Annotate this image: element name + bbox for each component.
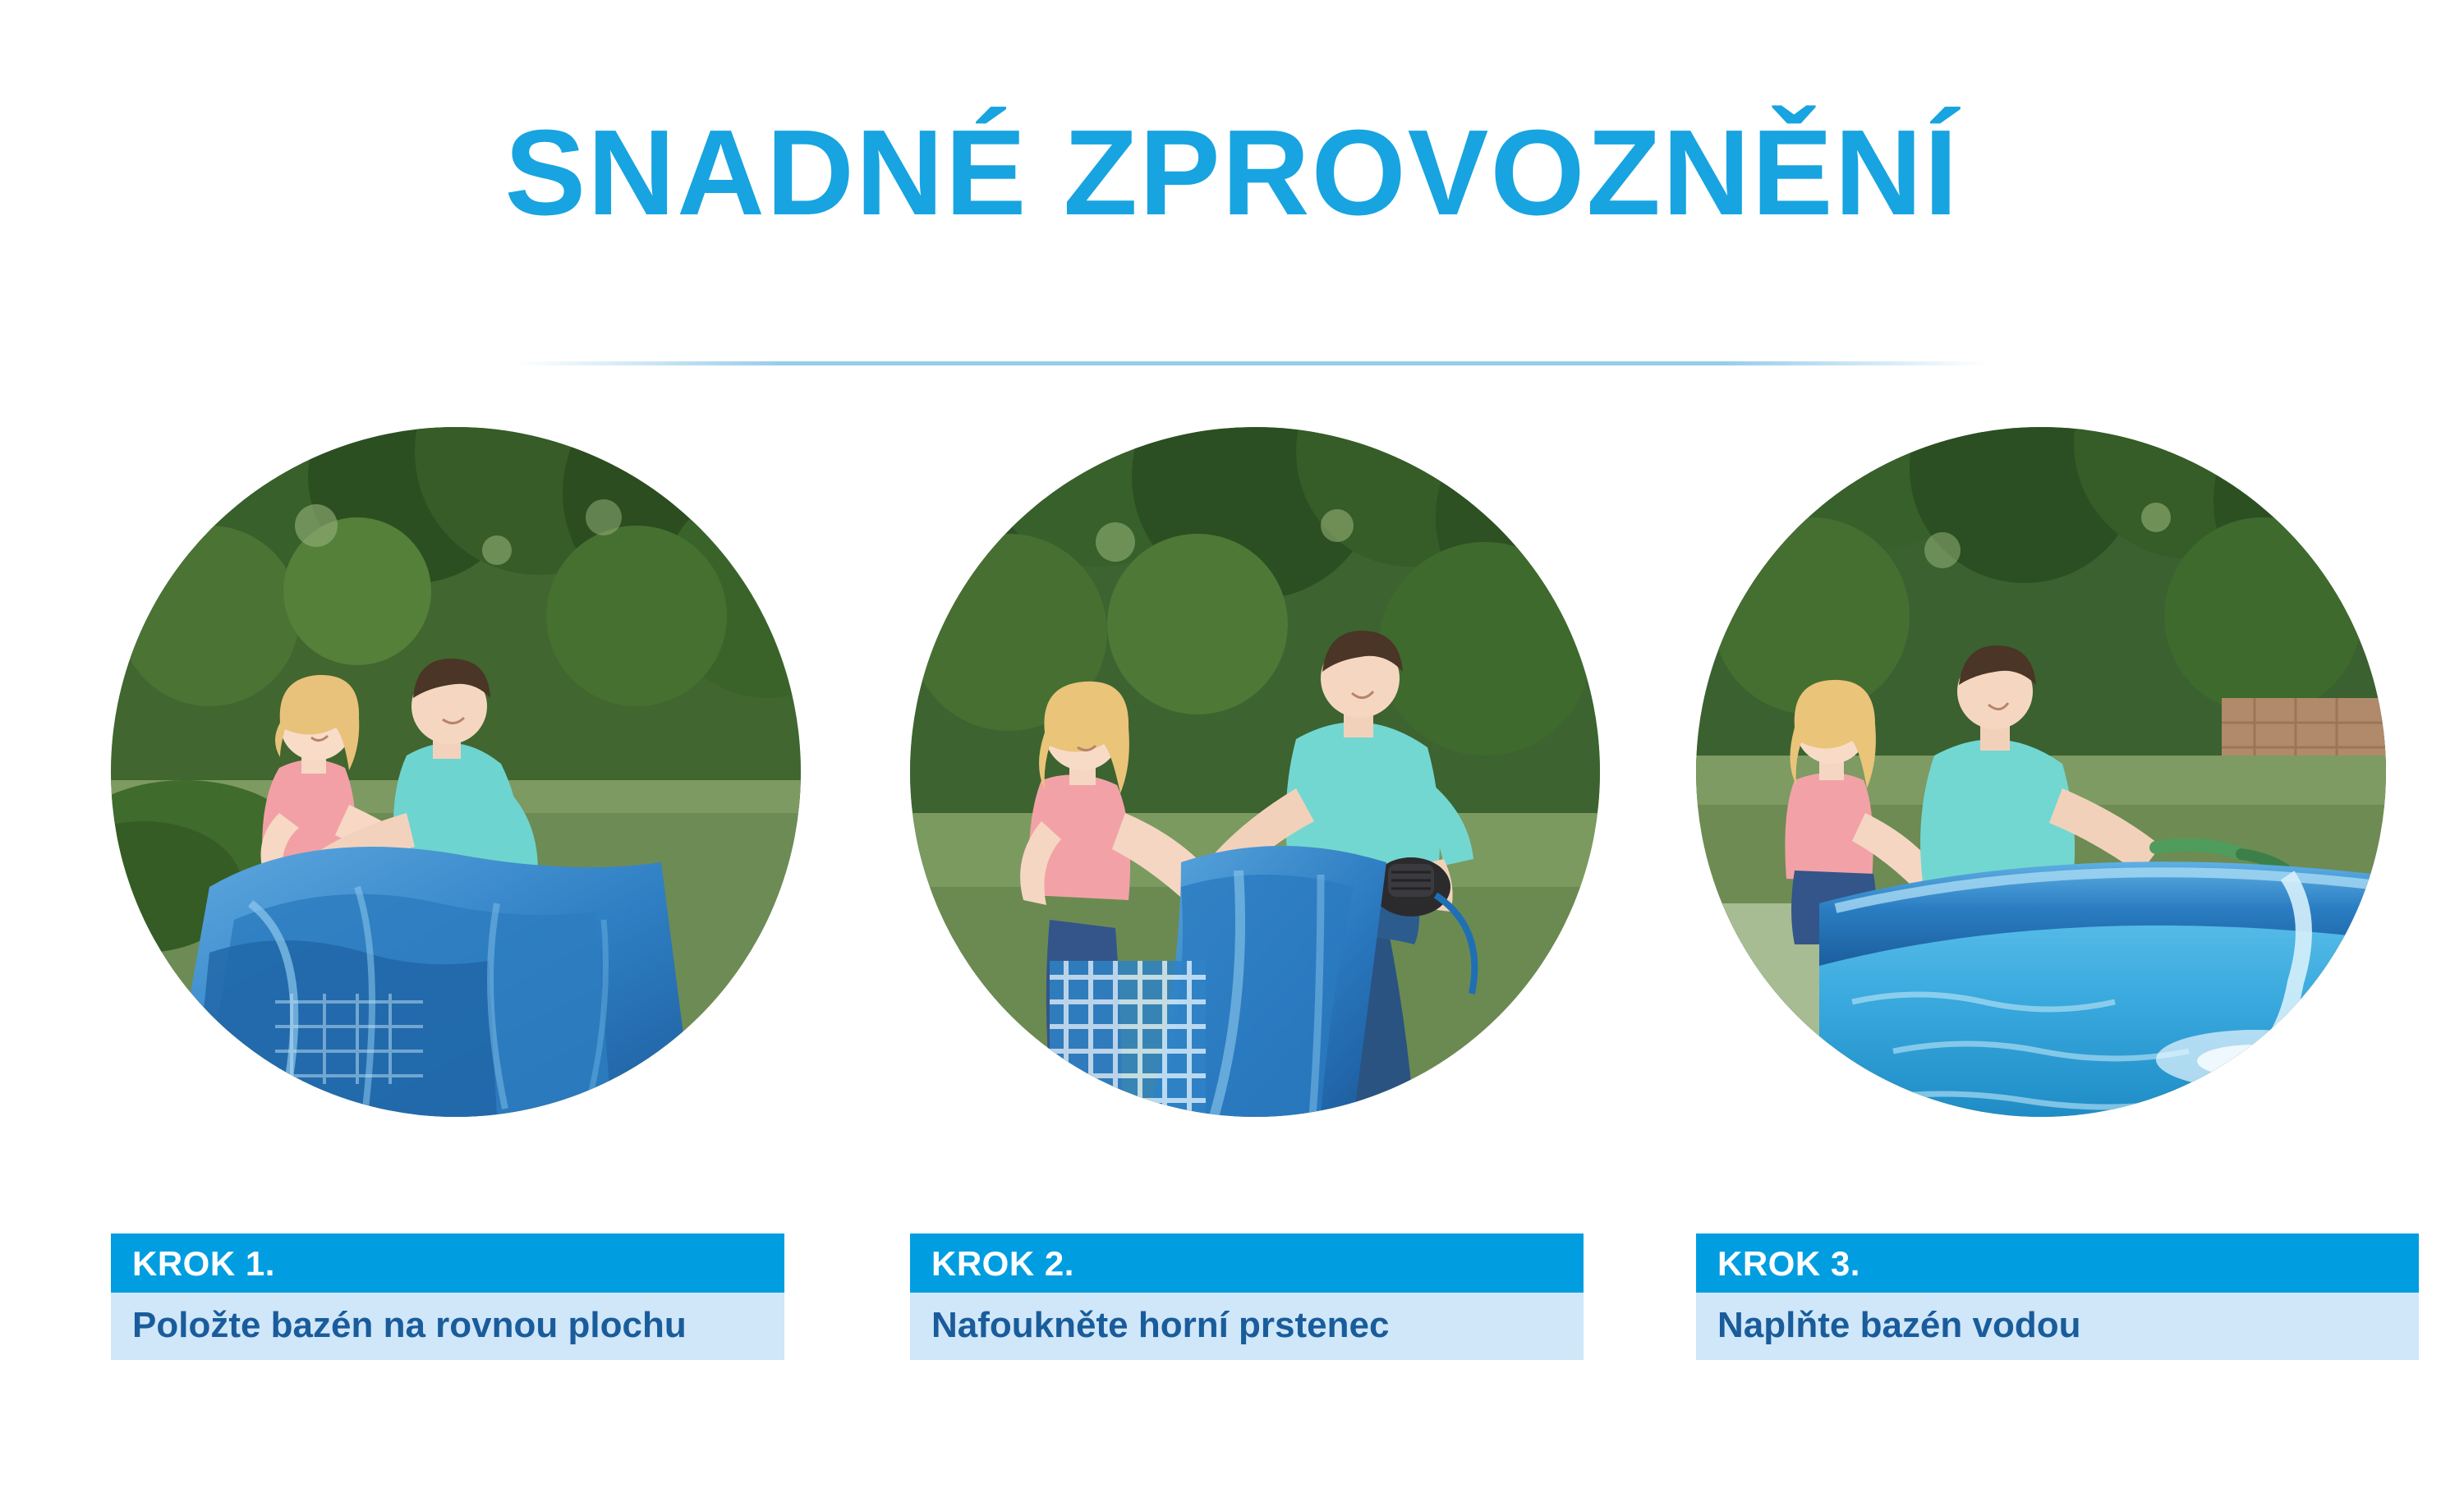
step-caption-1 xyxy=(111,1233,784,1360)
step-1-heading: KROK 1. xyxy=(111,1233,784,1293)
step-column-2 xyxy=(910,427,1600,1396)
step-column-1 xyxy=(111,427,801,1396)
step-1-description: Položte bazén na rovnou plochu xyxy=(111,1293,784,1360)
couple-filling-pool-with-water-photo xyxy=(1696,427,2386,1117)
step-3-heading: KROK 3. xyxy=(1696,1233,2419,1293)
step-2-heading: KROK 2. xyxy=(910,1233,1584,1293)
step-column-3 xyxy=(1696,427,2386,1396)
page-title: SNADNÉ ZPROVOZNĚNÍ xyxy=(504,105,1960,241)
step-caption-3 xyxy=(1696,1233,2419,1360)
step-2-description: Nafoukněte horní prstenec xyxy=(910,1293,1584,1360)
title-divider xyxy=(517,361,1988,365)
steps-container xyxy=(0,427,2464,1396)
couple-unfolding-pool-liner-photo xyxy=(111,427,801,1117)
step-caption-2 xyxy=(910,1233,1584,1360)
step-3-description: Naplňte bazén vodou xyxy=(1696,1293,2419,1360)
couple-inflating-top-ring-photo xyxy=(910,427,1600,1117)
